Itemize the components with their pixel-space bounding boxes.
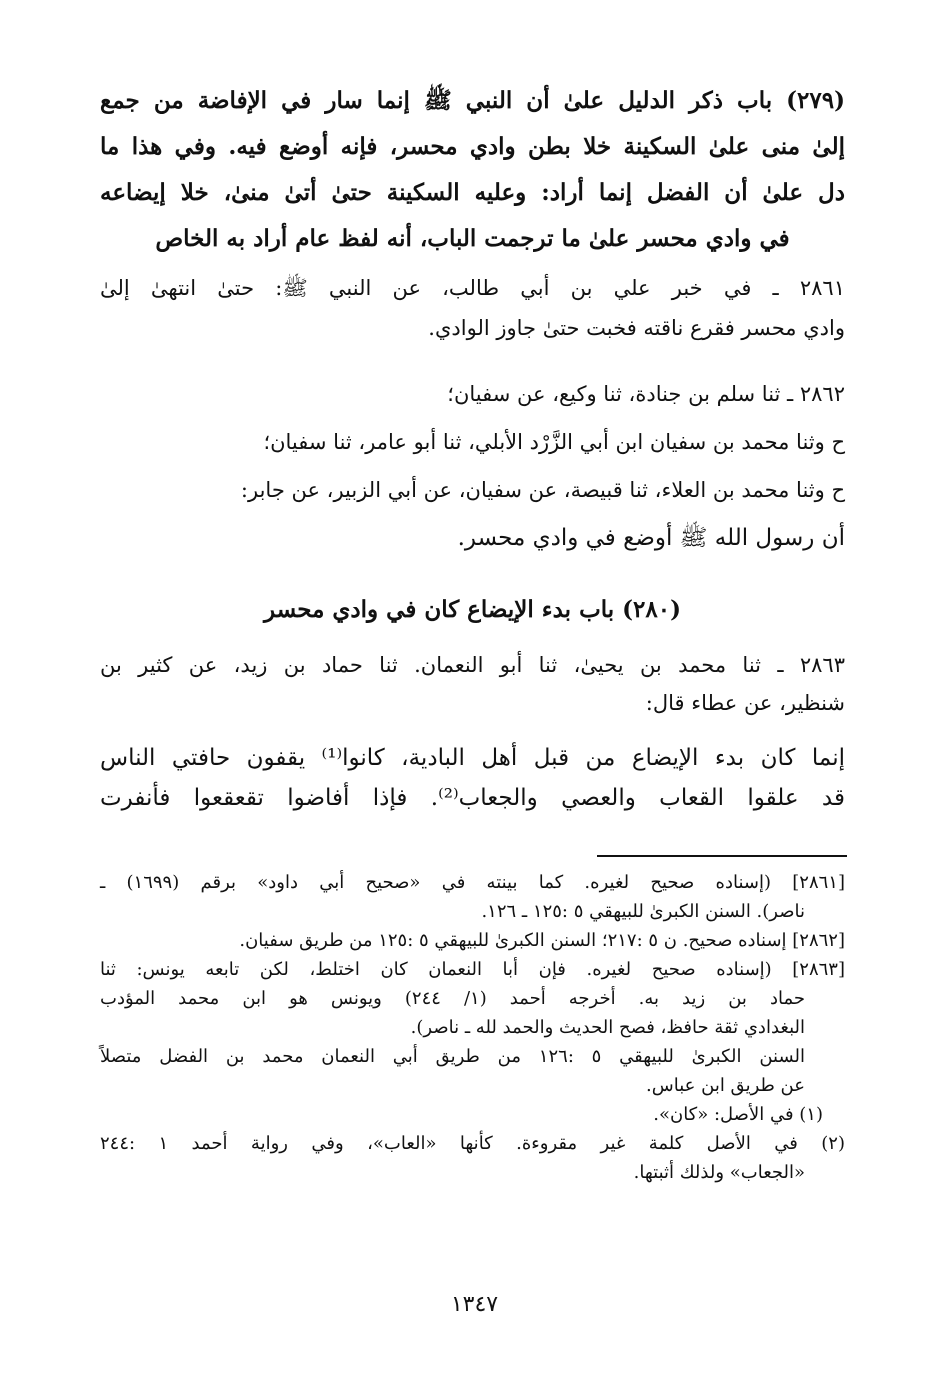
title-line: في وادي محسر علىٰ ما ترجمت الباب، أنه لفظ عام أراد به الخاص (155, 225, 790, 252)
text-line: ح وثنا محمد بن سفيان ابن أبي الزَّرْد الأبلي، ثنا أبو عامر، ثنا سفيان؛ (263, 430, 845, 454)
hadith-2862 (100, 370, 845, 562)
hadith-2861 (100, 268, 845, 348)
text-line: وادي محسر فقرع ناقته فخبت حتىٰ جاوز الوادي. (428, 316, 845, 340)
text-line: أن رسول الله ﷺ أوضع في وادي محسر. (457, 525, 845, 551)
footnote-separator (597, 855, 847, 857)
text-line: شنظير، عن عطاء قال: (645, 691, 845, 715)
hadith-2863-isnad (100, 646, 845, 722)
text-line: ٢٨٦١ ـ في خبر علي بن أبي طالب، عن النبي ﷺ: حتىٰ انتهىٰ إلىٰ (100, 276, 845, 300)
footnote-line: السنن الكبرىٰ للبيهقي ٥ :١٢٦ من طريق أبي النعمان محمد بن الفضل متصلاً (100, 1046, 805, 1067)
footnote-line: «الجعاب» ولذلك أثبتها. (633, 1162, 805, 1183)
page-number: ١٣٤٧ (450, 1292, 499, 1317)
footnote-line: (١) في الأصل: «كان». (653, 1104, 823, 1125)
footnote-line: (٢) في الأصل كلمة غير مقروءة. كأنها «العاب»، وفي رواية أحمد ١ :٢٤٤ (100, 1133, 845, 1154)
title-line: دل علىٰ أن الفضل إنما أراد: وعليه السكينة حتىٰ أتىٰ منىٰ، خلا إيضاعه (100, 179, 845, 206)
footnote-line: [٢٨٦٢] إسناده صحيح. ن ٥ :٢١٧؛ السنن الكبرىٰ للبيهقي ٥ :١٢٥ من طريق سفيان. (239, 930, 845, 951)
text-line: قد علقوا القعاب والعصي والجعاب⁽²⁾. فإذا أفاضوا تقعقعوا فأنفرت (100, 785, 845, 811)
footnote-line: [٢٨٦٣] (إسناده صحيح لغيره. فإن أبا النعمان كان اختلط، لكن تابعه يونس: ثنا (100, 959, 845, 980)
text-line: ٢٨٦٣ ـ ثنا محمد بن يحيىٰ، ثنا أبو النعمان. ثنا حماد بن زيد، عن كثير بن (100, 653, 845, 677)
text-line: ح وثنا محمد بن العلاء، ثنا قبيصة، عن سفيان، عن أبي الزبير، عن جابر: (240, 478, 845, 502)
footnote-line: حماد بن زيد به. أخرجه أحمد (١/ ٢٤٤) ويونس هو ابن محمد المؤدب (100, 988, 805, 1009)
text-line: ٢٨٦٢ ـ ثنا سلم بن جنادة، ثنا وكيع، عن سفيان؛ (447, 382, 845, 406)
footnote-line: البغدادي ثقة حافظ، فصح الحديث والحمد لله ـ ناصر). (410, 1017, 805, 1038)
chapter-280-heading: (٢٨٠) باب بدء الإيضاع كان في وادي محسر (264, 596, 681, 623)
footnote-line: عن طريق ابن عباس. (646, 1075, 805, 1096)
footnotes (100, 868, 845, 1187)
title-line: إلىٰ منى علىٰ السكينة خلا بطن وادي محسر، فإنه أوضع فيه. وفي هذا ما (100, 133, 845, 160)
hadith-2863-matn (100, 738, 845, 818)
text-line: إنما كان بدء الإيضاع من قبل أهل البادية، كانوا⁽¹⁾ يقفون حافتي الناس (100, 745, 846, 771)
title-line: (٢٧٩) باب ذكر الدليل علىٰ أن النبي ﷺ إنما سار في الإفاضة من جمع (100, 87, 845, 114)
chapter-279-title (100, 78, 845, 262)
footnote-line: [٢٨٦١] (إسناده صحيح لغيره. كما بينته في «صحيح أبي داود» برقم (١٦٩٩) ـ (100, 872, 845, 893)
footnote-line: ناصر). السنن الكبرىٰ للبيهقي ٥ :١٢٥ ـ ١٢٦. (481, 901, 805, 922)
